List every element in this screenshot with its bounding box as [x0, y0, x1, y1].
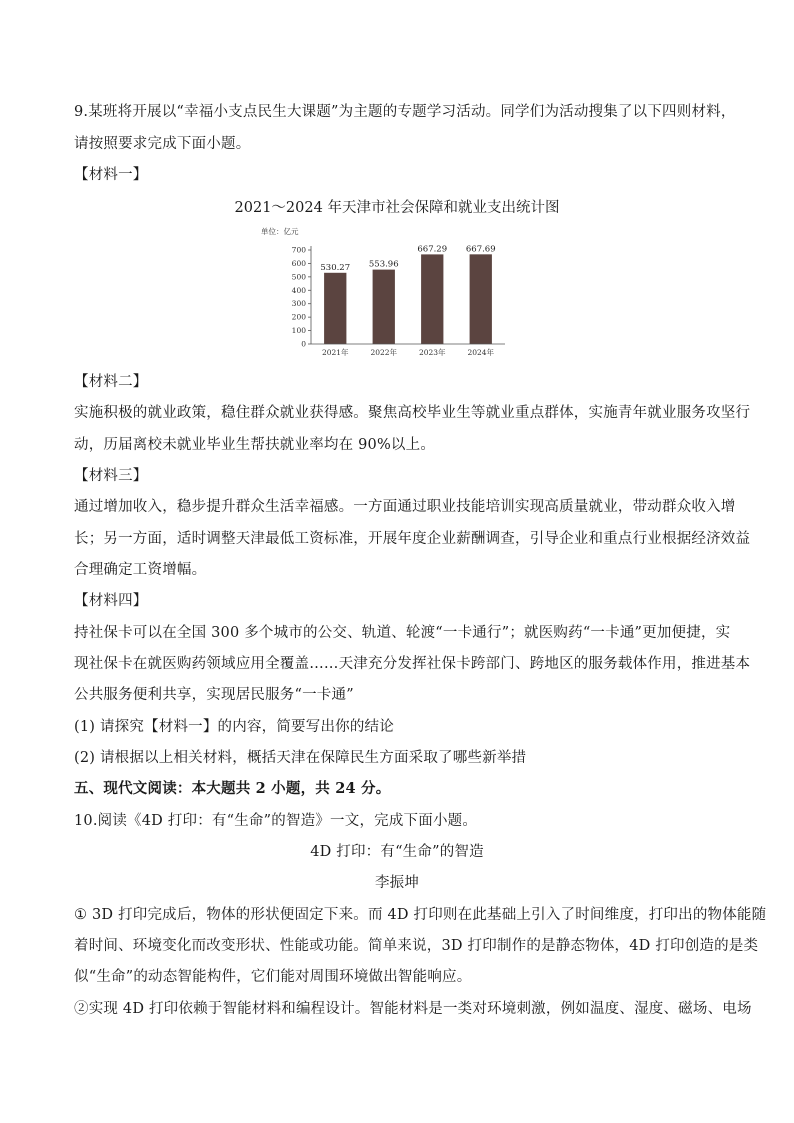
- question-9-line-2: 请按照要求完成下面小题。: [74, 136, 251, 152]
- material-2-line-2: 动，历届离校未就业毕业生帮扶就业率均在 90%以上。: [74, 437, 436, 453]
- material-4-line-1: 持社保卡可以在全国 300 多个城市的公交、轨道、轮渡“一卡通行”；就医购药“一卡通”更加便捷，实: [74, 625, 731, 641]
- x-tick-label: 2024年: [467, 348, 495, 357]
- bar-value-label: 553.96: [368, 259, 399, 270]
- bar-value-label: 530.27: [320, 262, 351, 273]
- subquestion-2: (2) 请根据以上相关材料，概括天津在保障民生方面采取了哪些新举措: [74, 750, 527, 766]
- y-tick-label: 300: [291, 299, 306, 309]
- y-tick-label: 500: [291, 272, 306, 282]
- bar-value-label: 667.69: [465, 244, 496, 255]
- y-tick-label: 600: [291, 258, 306, 268]
- y-tick-label: 0: [301, 339, 306, 349]
- bars: [320, 244, 495, 344]
- y-tick-label: 200: [291, 312, 306, 322]
- paragraph-1-line-3: 似“生命”的动态智能构件，它们能对周围环境做出智能响应。: [74, 969, 472, 985]
- material-4-line-2: 现社保卡在就医购药领域应用全覆盖……天津充分发挥社保卡跨部门、跨地区的服务载体作用，推进基本: [74, 656, 751, 672]
- paragraph-2-line-1: ②实现 4D 打印依赖于智能材料和编程设计。智能材料是一类对环境刺激，例如温度、湿度、磁场、电场: [74, 1001, 752, 1017]
- bar-chart: [255, 222, 525, 364]
- question-10-intro: 10.阅读《4D 打印：有“生命”的智造》一文，完成下面小题。: [74, 813, 478, 829]
- material-3-line-2: 长；另一方面，适时调整天津最低工资标准，开展年度企业薪酬调查，引导企业和重点行业根据经济效益: [74, 531, 751, 547]
- bar-chart-svg: [255, 222, 525, 364]
- x-axis: [311, 344, 505, 357]
- x-tick-label: 2023年: [418, 348, 446, 357]
- material-4-heading: 【材料四】: [74, 593, 148, 609]
- y-axis: [292, 246, 311, 349]
- chart-unit-label: 单位：亿元: [261, 227, 299, 236]
- material-3-line-1: 通过增加收入，稳步提升群众生活幸福感。一方面通过职业技能培训实现高质量就业，带动群众收入增: [74, 499, 736, 515]
- bar-2024年: [470, 254, 492, 344]
- paragraph-1-line-2: 着时间、环境变化而改变形状、性能或功能。简单来说，3D 打印制作的是静态物体，4D 打印创造的是类: [74, 938, 759, 954]
- y-tick-label: 400: [291, 285, 306, 295]
- chart-title: 2021～2024 年天津市社会保障和就业支出统计图: [234, 200, 560, 216]
- subquestion-1: (1) 请探究【材料一】的内容，简要写出你的结论: [74, 719, 394, 735]
- article-author: 李振坤: [374, 875, 420, 891]
- question-9-line-1: 9.某班将开展以“幸福小支点民生大课题”为主题的专题学习活动。同学们为活动搜集了以下四则材料，: [74, 104, 736, 120]
- material-3-line-3: 合理确定工资增幅。: [74, 562, 207, 578]
- y-tick-label: 700: [291, 245, 306, 255]
- article-title: 4D 打印：有“生命”的智造: [310, 844, 484, 860]
- section-5-heading: 五、现代文阅读：本大题共 2 小题，共 24 分。: [74, 780, 391, 797]
- x-tick-label: 2022年: [370, 348, 398, 357]
- material-2-line-1: 实施积极的就业政策，稳住群众就业获得感。聚焦高校毕业生等就业重点群体，实施青年就业服务攻坚行: [74, 405, 751, 421]
- bar-2023年: [421, 254, 443, 344]
- material-4-line-3: 公共服务便利共享，实现居民服务“一卡通”: [74, 687, 354, 703]
- bar-2021年: [324, 273, 346, 344]
- bar-2022年: [373, 270, 395, 344]
- bar-value-label: 667.29: [417, 244, 448, 255]
- material-3-heading: 【材料三】: [74, 468, 148, 484]
- y-tick-label: 100: [291, 326, 306, 336]
- material-1-heading: 【材料一】: [74, 167, 148, 183]
- x-tick-label: 2021年: [321, 348, 349, 357]
- material-2-heading: 【材料二】: [74, 374, 148, 390]
- paragraph-1-line-1: ① 3D 打印完成后，物体的形状便固定下来。而 4D 打印则在此基础上引入了时间维度，打印出的物体能随: [74, 907, 767, 923]
